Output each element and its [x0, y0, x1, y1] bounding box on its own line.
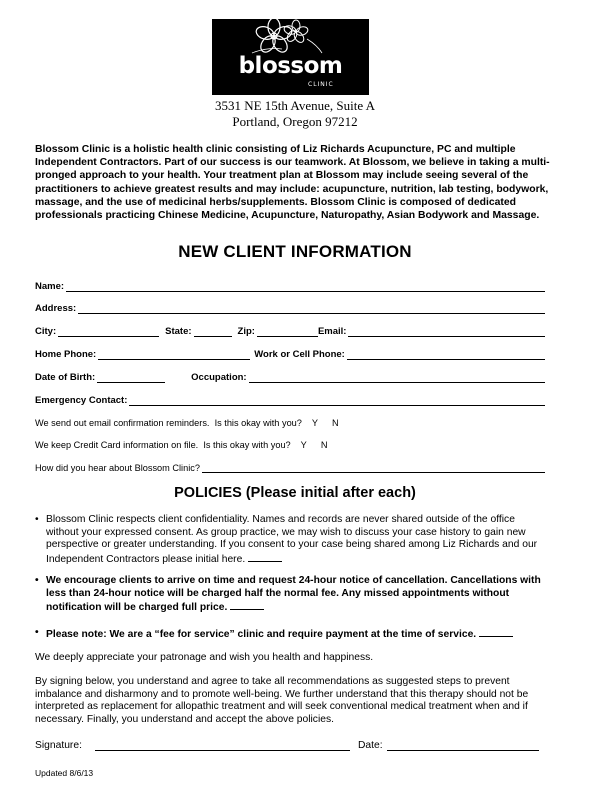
email-no[interactable]: N — [332, 418, 339, 428]
home-phone-field[interactable] — [98, 349, 250, 360]
email-field[interactable] — [348, 326, 545, 337]
dob-field[interactable] — [97, 372, 165, 383]
city-row — [35, 324, 545, 337]
email-label: Email: — [317, 326, 347, 337]
policy-payment-initial[interactable] — [479, 627, 513, 637]
signature-row — [35, 740, 550, 754]
agreement-text: By signing below, you understand and agree to take all recommendations as suggested steps to prevent imbalance and disharmony and to promote well-being. We further understand that this therapy should not be interpreted as replacement for allopathic treatment and will seek conventional medical treatment when and if necessary. Finally, you understand and accept the above policies. — [35, 676, 529, 725]
zip-label: Zip: — [237, 326, 255, 337]
appreciation-text: We deeply appreciate your patronage and wish you health and happiness. — [35, 652, 374, 663]
policy-confidentiality-text: Blossom Clinic respects client confidentiality. Names and records are never shared outside of the office without your expressed consent. As group practice, we may wish to discuss your case history to gain new perspective or greater understanding. If you consent to your case being shared among Liz Richards and our Independent Contractors please initial here. — [46, 514, 538, 565]
cc-yes[interactable]: Y — [300, 440, 307, 450]
zip-field[interactable] — [257, 326, 318, 337]
policy-confidentiality — [35, 514, 550, 566]
city-field[interactable] — [58, 326, 159, 337]
cc-no[interactable]: N — [320, 440, 328, 450]
name-row — [35, 279, 545, 292]
updated-date: Updated 8/6/13 — [35, 768, 94, 778]
policies-title: POLICIES (Please initial after each) — [174, 485, 416, 501]
date-field[interactable] — [387, 750, 539, 751]
work-phone-label: Work or Cell Phone: — [254, 349, 345, 360]
address-line-1: 3531 NE 15th Avenue, Suite A — [214, 98, 376, 113]
cc-question-row — [35, 437, 545, 450]
intro-paragraph: Blossom Clinic is a holistic health clinic consisting of Liz Richards Acupuncture, PC and multiple Independent Contractors. Part of our success is our teamwork. At Blossom, we believe in taking a multi-pronged approach to your health. Your treatment plan at Blossom may include seeing several of the practitioners to achieve greatest results and may include: acupuncture, nutrition, lab testing, bodywork, massage, and the use of medicinal herbs/supplements. Blossom Clinic is composed of dedicated professionals practicing Chinese Medicine, Acupuncture, Naturopathy, Asian Bodywork and Massage. — [35, 144, 550, 222]
referral-field[interactable] — [202, 462, 545, 473]
address-line-2: Portland, Oregon 97212 — [232, 114, 358, 129]
name-label: Name: — [35, 281, 65, 292]
email-question: We send out email confirmation reminders. Is this okay with you? — [35, 418, 302, 428]
emergency-field[interactable] — [129, 395, 545, 406]
city-label: City: — [35, 326, 57, 337]
state-field[interactable] — [194, 326, 232, 337]
name-field[interactable] — [66, 281, 545, 292]
occupation-label: Occupation: — [191, 372, 247, 383]
address-field[interactable] — [78, 303, 545, 314]
email-question-row — [35, 415, 545, 428]
policy-payment — [35, 627, 550, 642]
signature-label: Signature: — [35, 740, 82, 751]
bullet-icon: • — [35, 575, 39, 586]
home-phone-label: Home Phone: — [35, 349, 97, 360]
policy-payment-text: Please note: We are a “fee for service” clinic and require payment at the time of service. — [46, 629, 477, 640]
logo-subtitle: CLINIC — [308, 81, 334, 88]
emergency-label: Emergency Contact: — [35, 395, 128, 406]
policy-cancellation-initial[interactable] — [230, 600, 264, 610]
phone-row — [35, 347, 545, 360]
date-label: Date: — [358, 740, 383, 751]
policy-confidentiality-initial[interactable] — [248, 552, 282, 562]
dob-row — [35, 370, 545, 383]
signature-field[interactable] — [95, 750, 350, 751]
dob-label: Date of Birth: — [35, 372, 96, 383]
address-row — [35, 301, 545, 314]
referral-row — [35, 460, 545, 473]
referral-label: How did you hear about Blossom Clinic? — [35, 463, 200, 473]
bullet-icon: • — [35, 514, 39, 525]
state-label: State: — [165, 326, 192, 337]
emergency-row — [35, 393, 545, 406]
cc-question: We keep Credit Card information on file. Is this okay with you? — [35, 440, 291, 450]
policy-cancellation — [35, 575, 550, 615]
bullet-icon: • — [35, 627, 39, 638]
policy-cancellation-text: We encourage clients to arrive on time and request 24-hour notice of cancellation. Cancellations with less than 24-hour notice will be charged half the normal fee. Any missed appointments without notification will be charged full price. — [46, 575, 541, 614]
blossom-logo — [212, 19, 369, 95]
occupation-field[interactable] — [249, 372, 545, 383]
form-title: NEW CLIENT INFORMATION — [178, 242, 412, 261]
work-phone-field[interactable] — [347, 349, 545, 360]
email-yes[interactable]: Y — [311, 418, 319, 428]
logo-wordmark: blossom — [238, 53, 343, 79]
address-label: Address: — [35, 303, 77, 314]
